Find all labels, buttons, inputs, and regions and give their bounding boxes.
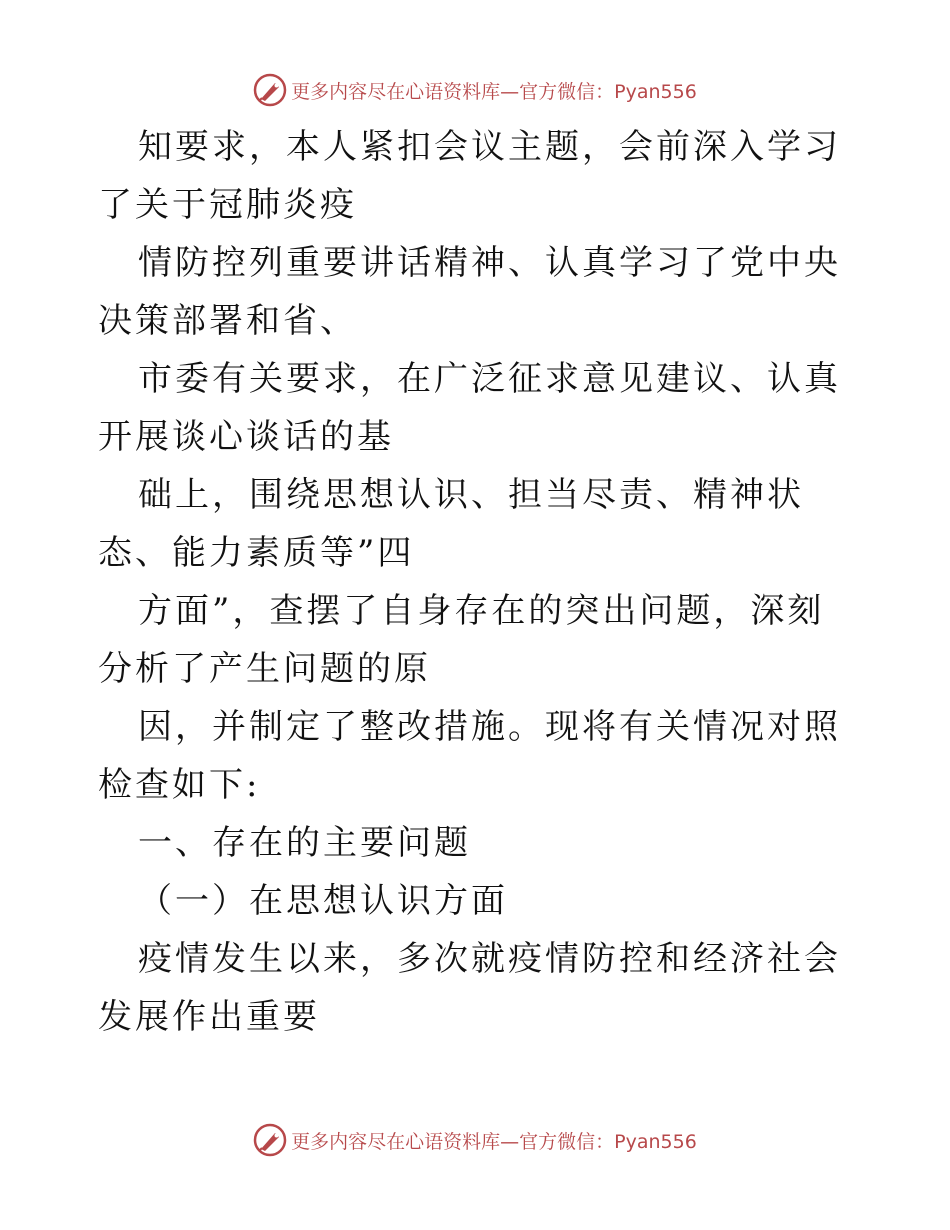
- paragraph-6: [98, 698, 854, 814]
- paragraph-4-line-2: 力素质等”四: [209, 533, 415, 573]
- document-body: [98, 118, 854, 1046]
- pen-nib-logo-icon: [253, 1123, 287, 1157]
- paragraph-3-line-1: 市委有关要求，在广泛征求意见建议、认真开展: [98, 359, 841, 457]
- paragraph-4-line-1: 础上，围绕思想认识、担当尽责、精神状态、能: [98, 475, 804, 573]
- paragraph-7-line-2: 作出重要: [172, 997, 320, 1037]
- paragraph-2-line-1: 情防控列重要讲话精神、认真学习了党中央决策: [98, 243, 841, 341]
- section-heading: [98, 814, 854, 872]
- paragraph-6-line-1: 因，并制定了整改措施。现将有关情况对照检查: [98, 707, 841, 805]
- header-watermark-text: 更多内容尽在心语资料库—官方微信：Pyan556: [291, 80, 697, 103]
- paragraph-1-line-2: 于冠肺炎疫: [172, 185, 357, 225]
- section-heading-text: 一、存在的主要问题: [138, 823, 471, 863]
- paragraph-3-line-2: 谈心谈话的基: [172, 417, 394, 457]
- subsection-heading: [98, 872, 854, 930]
- footer-watermark-text: 更多内容尽在心语资料库—官方微信：Pyan556: [291, 1130, 697, 1153]
- paragraph-1: [98, 118, 854, 234]
- paragraph-7: [98, 930, 854, 1046]
- paragraph-5: [98, 582, 854, 698]
- header-watermark: [0, 70, 950, 110]
- paragraph-6-line-2: 如下:: [172, 765, 261, 805]
- paragraph-1-line-1: 知要求，本人紧扣会议主题，会前深入学习了关: [98, 127, 841, 225]
- footer-watermark: [0, 1120, 950, 1160]
- paragraph-2: [98, 234, 854, 350]
- paragraph-5-line-1: 方面”，查摆了自身存在的突出问题，深刻分析: [98, 591, 825, 689]
- paragraph-5-line-2: 了产生问题的原: [172, 649, 431, 689]
- subsection-heading-text: （一）在思想认识方面: [138, 881, 508, 921]
- paragraph-7-line-1: 疫情发生以来，多次就疫情防控和经济社会发展: [98, 939, 841, 1037]
- paragraph-2-line-2: 部署和省、: [172, 301, 357, 341]
- paragraph-4: [98, 466, 854, 582]
- pen-nib-logo-icon: [253, 73, 287, 107]
- paragraph-3: [98, 350, 854, 466]
